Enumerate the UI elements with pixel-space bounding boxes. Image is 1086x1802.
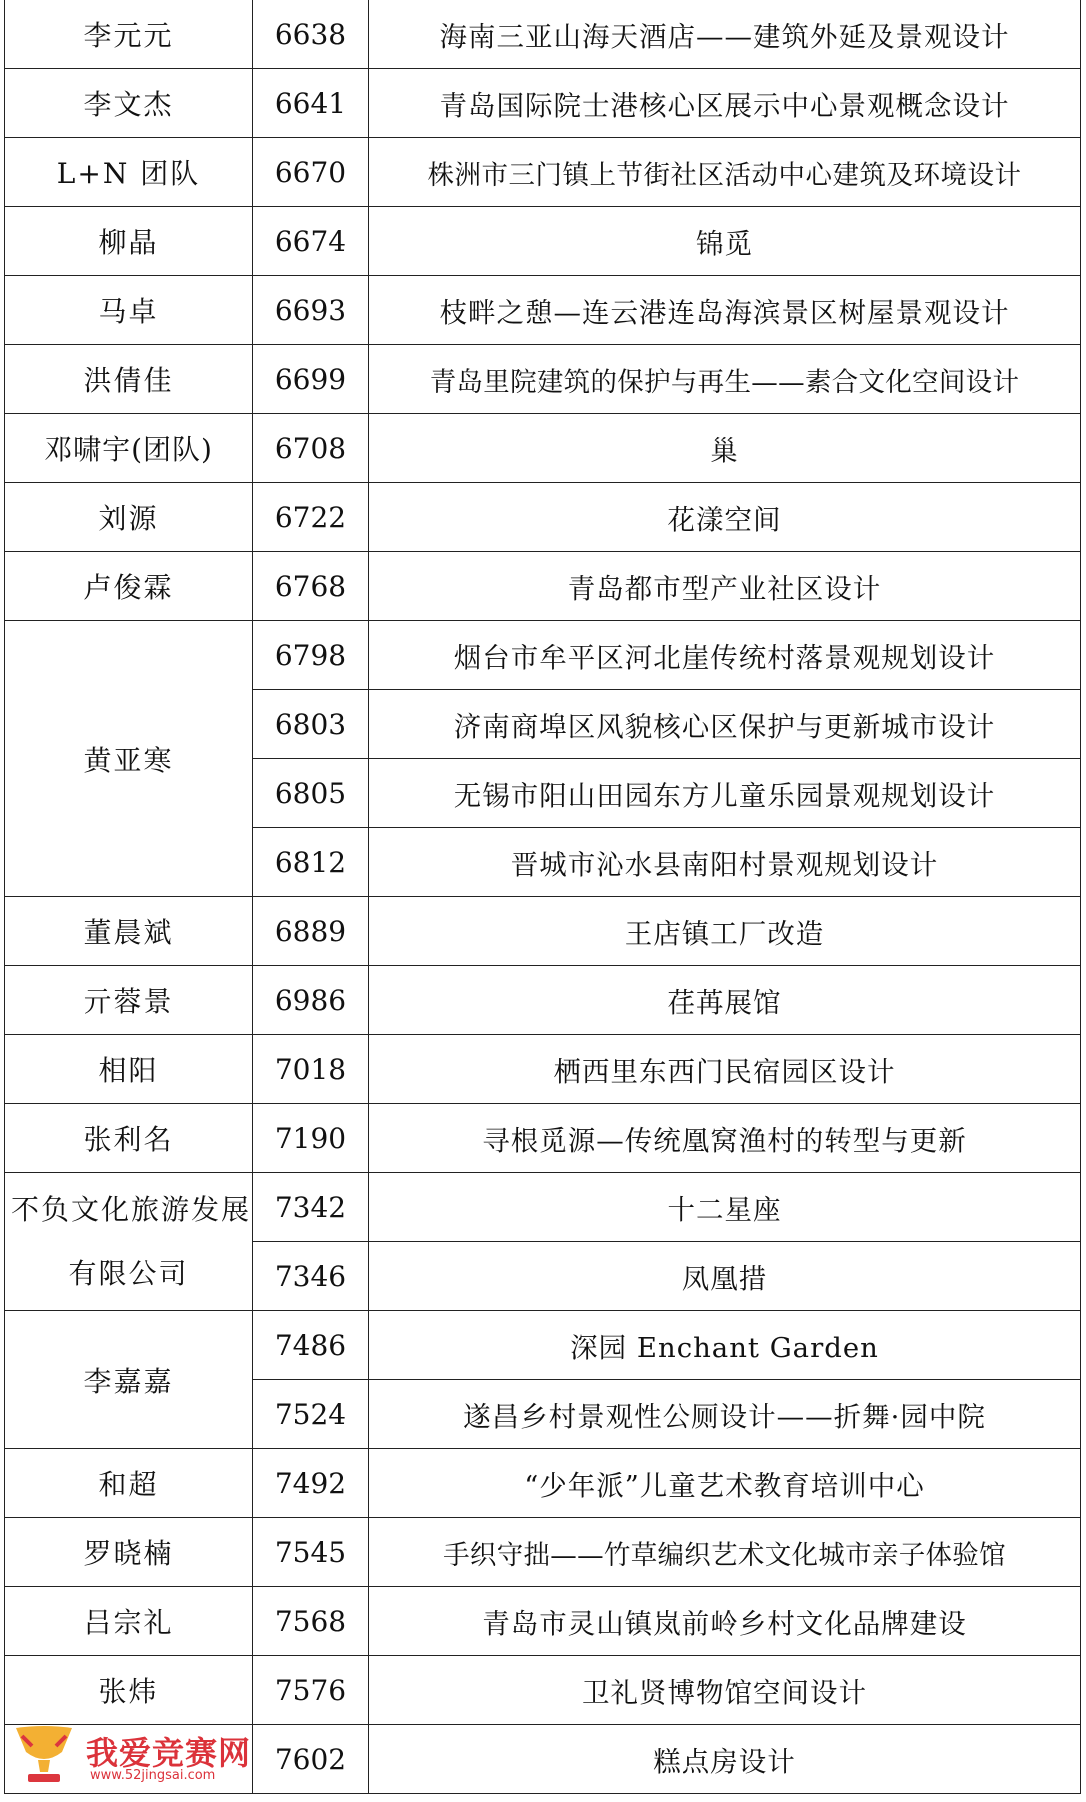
entry-number: 7576 bbox=[253, 1656, 369, 1725]
entry-number: 7486 bbox=[253, 1311, 369, 1380]
entry-number: 7545 bbox=[253, 1518, 369, 1587]
project-title: 晋城市沁水县南阳村景观规划设计 bbox=[369, 828, 1081, 897]
entrant-name: 和超 bbox=[5, 1449, 253, 1518]
table-row bbox=[5, 1656, 1081, 1725]
project-title: 寻根觅源—传统凰窝渔村的转型与更新 bbox=[369, 1104, 1081, 1173]
table-row bbox=[5, 138, 1081, 207]
project-title: 糕点房设计 bbox=[369, 1725, 1081, 1794]
project-title: “少年派”儿童艺术教育培训中心 bbox=[369, 1449, 1081, 1518]
entrant-name: 柳晶 bbox=[5, 207, 253, 276]
entrant-name bbox=[5, 1173, 253, 1311]
entry-number: 7190 bbox=[253, 1104, 369, 1173]
entry-number: 6812 bbox=[253, 828, 369, 897]
entry-number: 7346 bbox=[253, 1242, 369, 1311]
table-row bbox=[5, 966, 1081, 1035]
entry-number: 6699 bbox=[253, 345, 369, 414]
entry-number: 6986 bbox=[253, 966, 369, 1035]
table-row bbox=[5, 552, 1081, 621]
entry-number: 6768 bbox=[253, 552, 369, 621]
project-title: 深园 Enchant Garden bbox=[369, 1311, 1081, 1380]
table-row bbox=[5, 1173, 1081, 1242]
project-title: 遂昌乡村景观性公厕设计——折舞·园中院 bbox=[369, 1380, 1081, 1449]
entrant-name: 洪倩佳 bbox=[5, 345, 253, 414]
table-row bbox=[5, 621, 1081, 690]
entries-table bbox=[4, 0, 1081, 1794]
entrant-name: 李元元 bbox=[5, 0, 253, 69]
entry-number: 6803 bbox=[253, 690, 369, 759]
entry-number: 6674 bbox=[253, 207, 369, 276]
entry-number: 7602 bbox=[253, 1725, 369, 1794]
project-title: 枝畔之憩—连云港连岛海滨景区树屋景观设计 bbox=[369, 276, 1081, 345]
project-title: 海南三亚山海天酒店——建筑外延及景观设计 bbox=[369, 0, 1081, 69]
project-title: 手织守拙——竹草编织艺术文化城市亲子体验馆 bbox=[369, 1518, 1081, 1587]
table-row bbox=[5, 0, 1081, 69]
project-title: 荏苒展馆 bbox=[369, 966, 1081, 1035]
entrant-name: 吕宗礼 bbox=[5, 1587, 253, 1656]
entrant-name: 卢俊霖 bbox=[5, 552, 253, 621]
table-row bbox=[5, 1725, 1081, 1794]
entry-number: 6798 bbox=[253, 621, 369, 690]
watermark-text: 我爱竞赛网 bbox=[86, 1734, 252, 1772]
table-row bbox=[5, 1311, 1081, 1380]
entrant-name: 亓蓉景 bbox=[5, 966, 253, 1035]
entrant-name: L+N 团队 bbox=[5, 138, 253, 207]
entrant-name: 张利名 bbox=[5, 1104, 253, 1173]
table-row bbox=[5, 414, 1081, 483]
entry-number: 6693 bbox=[253, 276, 369, 345]
project-title: 青岛里院建筑的保护与再生——素合文化空间设计 bbox=[369, 345, 1081, 414]
entry-number: 6805 bbox=[253, 759, 369, 828]
project-title: 青岛都市型产业社区设计 bbox=[369, 552, 1081, 621]
table-row bbox=[5, 1035, 1081, 1104]
entrant-name-line-2: 有限公司 bbox=[68, 1256, 189, 1290]
table-row bbox=[5, 1587, 1081, 1656]
entry-number: 7492 bbox=[253, 1449, 369, 1518]
entry-number: 6722 bbox=[253, 483, 369, 552]
table-row bbox=[5, 897, 1081, 966]
entry-number: 7342 bbox=[253, 1173, 369, 1242]
project-title: 栖西里东西门民宿园区设计 bbox=[369, 1035, 1081, 1104]
entrant-name: 罗晓楠 bbox=[5, 1518, 253, 1587]
project-title: 巢 bbox=[369, 414, 1081, 483]
entrant-name bbox=[5, 1725, 253, 1794]
project-title: 锦觅 bbox=[369, 207, 1081, 276]
entry-number: 7018 bbox=[253, 1035, 369, 1104]
table-row bbox=[5, 1449, 1081, 1518]
entrant-name: 李文杰 bbox=[5, 69, 253, 138]
table-row bbox=[5, 483, 1081, 552]
entrant-name: 刘源 bbox=[5, 483, 253, 552]
entrant-name: 马卓 bbox=[5, 276, 253, 345]
project-title: 株洲市三门镇上节街社区活动中心建筑及环境设计 bbox=[369, 138, 1081, 207]
table-row bbox=[5, 1104, 1081, 1173]
project-title: 王店镇工厂改造 bbox=[369, 897, 1081, 966]
project-title: 烟台市牟平区河北崖传统村落景观规划设计 bbox=[369, 621, 1081, 690]
project-title: 青岛国际院士港核心区展示中心景观概念设计 bbox=[369, 69, 1081, 138]
entrant-name: 张炜 bbox=[5, 1656, 253, 1725]
project-title: 卫礼贤博物馆空间设计 bbox=[369, 1656, 1081, 1725]
entrant-name: 邓啸宇(团队) bbox=[5, 414, 253, 483]
table-row bbox=[5, 207, 1081, 276]
entrant-name: 相阳 bbox=[5, 1035, 253, 1104]
table-row bbox=[5, 1518, 1081, 1587]
project-title: 十二星座 bbox=[369, 1173, 1081, 1242]
entrant-name: 黄亚寒 bbox=[5, 621, 253, 897]
project-title: 花漾空间 bbox=[369, 483, 1081, 552]
entry-number: 7568 bbox=[253, 1587, 369, 1656]
watermark-url: www.52jingsai.com bbox=[90, 1768, 216, 1783]
entry-number: 6641 bbox=[253, 69, 369, 138]
entrant-name: 董晨斌 bbox=[5, 897, 253, 966]
entrant-name: 李嘉嘉 bbox=[5, 1311, 253, 1449]
project-title: 凤凰措 bbox=[369, 1242, 1081, 1311]
project-title: 青岛市灵山镇岚前岭乡村文化品牌建设 bbox=[369, 1587, 1081, 1656]
table-row bbox=[5, 276, 1081, 345]
project-title: 济南商埠区风貌核心区保护与更新城市设计 bbox=[369, 690, 1081, 759]
entry-number: 7524 bbox=[253, 1380, 369, 1449]
entry-number: 6708 bbox=[253, 414, 369, 483]
project-title: 无锡市阳山田园东方儿童乐园景观规划设计 bbox=[369, 759, 1081, 828]
table-row bbox=[5, 69, 1081, 138]
table-row bbox=[5, 345, 1081, 414]
entry-number: 6670 bbox=[253, 138, 369, 207]
entrant-name-line-1: 不负文化旅游发展 bbox=[11, 1192, 252, 1226]
entry-number: 6889 bbox=[253, 897, 369, 966]
entry-number: 6638 bbox=[253, 0, 369, 69]
